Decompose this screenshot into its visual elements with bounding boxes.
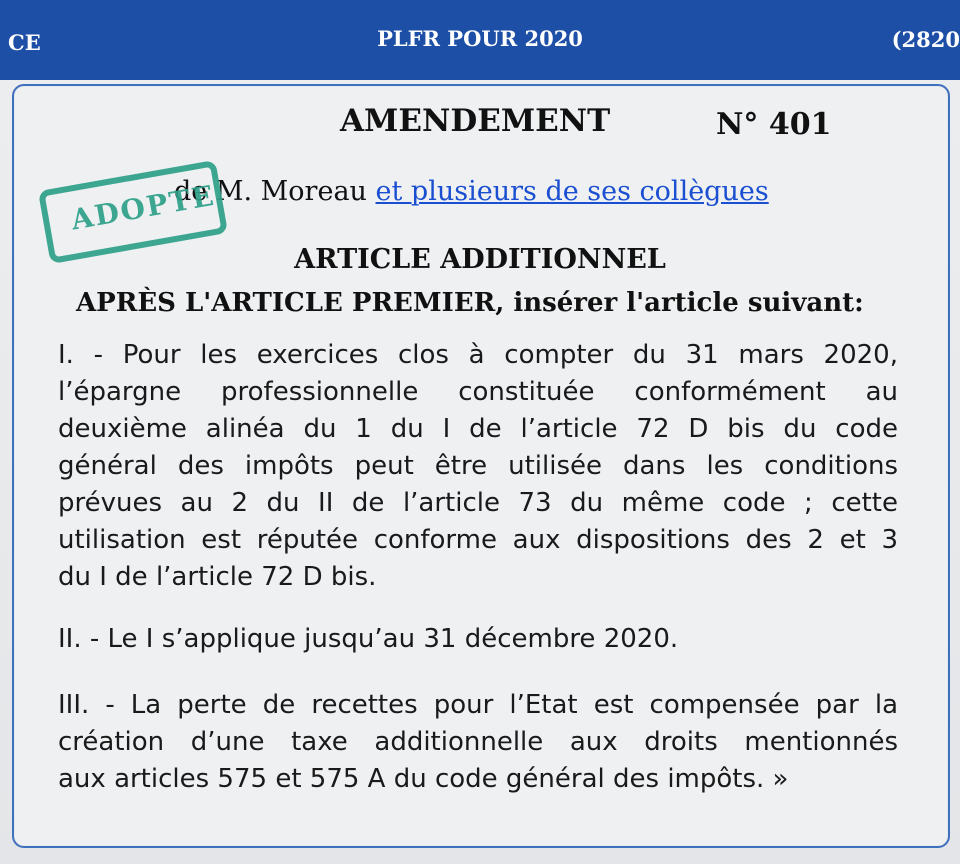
paragraph-line: III. - La perte de recettes pour l’Etat est compensée par la [58,690,898,720]
stamp-text: ADOPTE [68,178,218,237]
paragraph-line: II. - Le I s’applique jusqu’au 31 décembre 2020. [58,624,679,654]
header-title: PLFR POUR 2020 [377,26,583,51]
paragraph-line: deuxième alinéa du 1 du I de l’article 72 D bis du code [58,414,898,444]
author-line [174,176,769,207]
paragraph-line: utilisation est réputée conforme aux dispositions des 2 et 3 [58,525,898,555]
colleagues-link[interactable]: et plusieurs de ses collègues [375,176,769,207]
amendment-label: AMENDEMENT [340,103,611,139]
paragraph-line: I. - Pour les exercices clos à compter du 31 mars 2020, [58,340,898,370]
header-right-fragment: (2820 [891,27,960,52]
paragraph-line: l’épargne professionnelle constituée conformément au [58,377,898,407]
article-title: ARTICLE ADDITIONNEL [294,244,666,275]
paragraph-line: prévues au 2 du II de l’article 73 du même code ; cette [58,488,898,518]
paragraph-line: général des impôts peut être utilisée dans les conditions [58,451,898,481]
header-left-fragment: CE [8,30,41,55]
author-prefix: de M. Moreau [174,176,376,207]
amendment-number: N° 401 [716,107,832,142]
article-subtitle: APRÈS L'ARTICLE PREMIER, insérer l'article suivant: [76,288,864,318]
paragraph-line: aux articles 575 et 575 A du code général des impôts. » [58,764,789,794]
paragraph-line: création d’une taxe additionnelle aux droits mentionnés [58,727,898,757]
paragraph-line: du I de l’article 72 D bis. [58,562,377,592]
header-band [0,0,960,80]
